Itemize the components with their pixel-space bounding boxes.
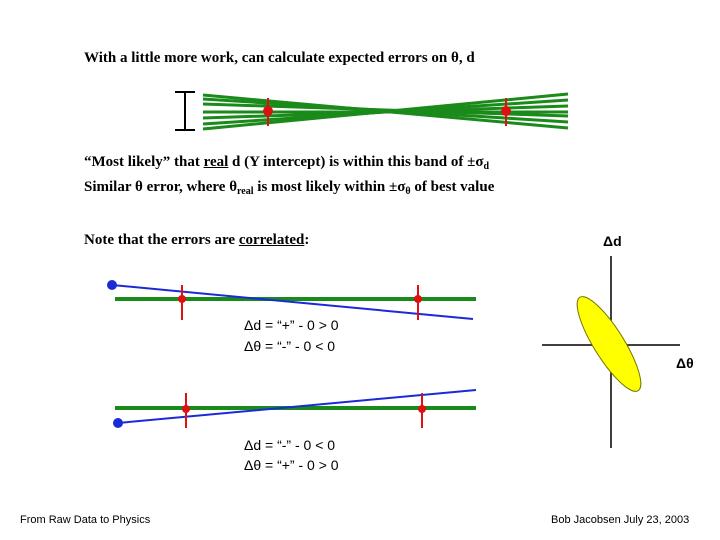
- delta-theta-label: Δθ: [676, 355, 694, 371]
- title-suffix: , d: [458, 50, 475, 66]
- correlation-note: [84, 232, 309, 249]
- note-suffix: :: [304, 232, 310, 248]
- line1-open: “Most likely” that: [84, 154, 204, 170]
- line2-c: is most likely within ±: [253, 179, 398, 195]
- band-explanation: [84, 154, 489, 172]
- hit-1b: [414, 295, 422, 303]
- case1-dd: Δd = “+” - 0 > 0: [244, 317, 339, 333]
- error-ellipse: [567, 289, 651, 398]
- line2-theta2: θ: [229, 179, 238, 195]
- band-diagram: [175, 92, 568, 130]
- case2-dtheta: Δθ = “+” - 0 > 0: [244, 457, 339, 473]
- error-ellipse-plot: [542, 256, 680, 448]
- theta-explanation: [84, 179, 494, 197]
- case2-dd: Δd = “-” - 0 < 0: [244, 437, 336, 453]
- band-hit-2: [501, 106, 511, 116]
- fit-track-1-intercept: [107, 280, 117, 290]
- hit-2a: [182, 405, 190, 413]
- hit-2b: [418, 405, 426, 413]
- line2-sub-theta: θ: [405, 186, 411, 197]
- line2-sigma: σ: [397, 179, 406, 195]
- fit-track-2-intercept: [113, 418, 123, 428]
- case1-dtheta: Δθ = “-” - 0 < 0: [244, 338, 336, 354]
- hit-1a: [178, 295, 186, 303]
- fit-diagram-1: [107, 280, 476, 320]
- note-emph: correlated: [238, 232, 305, 248]
- band-hit-1: [263, 106, 273, 116]
- footer-left: From Raw Data to Physics: [20, 514, 151, 526]
- line1-sigma: σ: [475, 154, 484, 170]
- title-prefix: With a little more work, can calculate expected errors on: [84, 50, 452, 66]
- fit-diagram-2: [113, 390, 476, 428]
- delta-d-label: Δd: [603, 233, 622, 249]
- note-prefix: Note that the errors are: [84, 232, 239, 248]
- line1-sub: d: [483, 161, 490, 172]
- line2-theta1: θ: [134, 179, 143, 195]
- line2-b: error, where: [142, 179, 230, 195]
- title-theta: θ: [451, 50, 459, 66]
- line1-real: real: [203, 154, 229, 170]
- line2-sub-real: real: [237, 186, 254, 197]
- line2-d: of best value: [410, 179, 495, 195]
- line2-a: Similar: [84, 179, 135, 195]
- line1-mid: d (Y intercept) is within this band of ±: [228, 154, 476, 170]
- footer-right: Bob Jacobsen July 23, 2003: [551, 514, 690, 526]
